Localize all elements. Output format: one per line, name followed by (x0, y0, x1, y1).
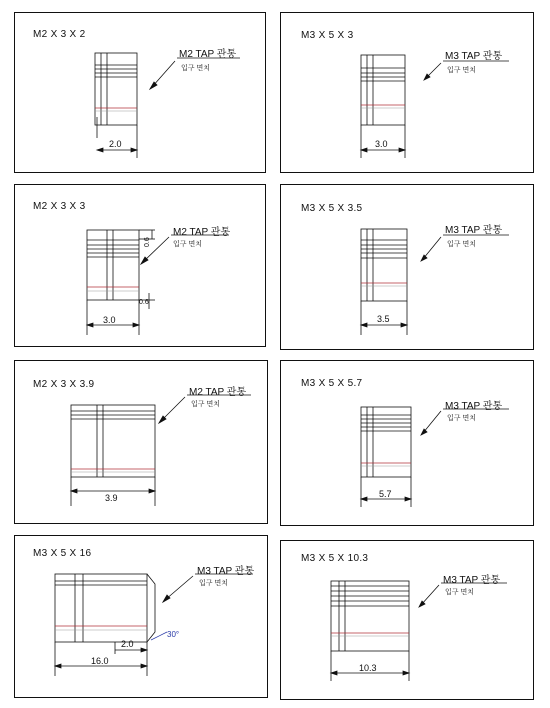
drawing-panel-m2x3x3 (14, 184, 266, 347)
tap-label: M3 TAP 관통 (443, 575, 501, 586)
chamfer-dimension-bottom: 0.6 (139, 299, 149, 306)
chamfer-note: 입구 면치 (199, 580, 228, 587)
drawing-panel-m2x3x2 (14, 12, 266, 173)
length-dimension: 3.9 (105, 493, 118, 503)
length-dimension: 10.3 (359, 663, 377, 673)
tap-label: M3 TAP 관통 (197, 566, 255, 577)
chamfer-note: 입구 면치 (447, 67, 476, 74)
drawing-panel-m3x5x10.3 (280, 540, 534, 700)
tap-label: M2 TAP 관통 (173, 227, 231, 238)
chamfer-dimension-top: 0.6 (144, 237, 151, 247)
drawing-panel-m2x3x3.9 (14, 360, 268, 524)
chamfer-note: 입구 면치 (447, 415, 476, 422)
chamfer-note: 입구 면치 (173, 241, 202, 248)
panel-title: M3 X 5 X 16 (33, 548, 92, 559)
drawing-panel-m3x5x3.5 (280, 184, 534, 350)
drawing-panel-m3x5x5.7 (280, 360, 534, 526)
length-dimension: 5.7 (379, 489, 392, 499)
chamfer-note: 입구 면치 (445, 589, 474, 596)
panel-title: M3 X 5 X 3.5 (301, 203, 363, 214)
chamfer-note: 입구 면치 (181, 65, 210, 72)
part-drawing (281, 541, 535, 701)
tap-label: M2 TAP 관통 (189, 387, 247, 398)
part-drawing (15, 536, 269, 699)
panel-title: M3 X 5 X 3 (301, 30, 354, 41)
panel-title: M2 X 3 X 3.9 (33, 379, 95, 390)
chamfer-angle-label: 30° (167, 630, 180, 639)
tap-label: M2 TAP 관통 (179, 49, 237, 60)
panel-title: M3 X 5 X 10.3 (301, 553, 369, 564)
tap-label: M3 TAP 관통 (445, 225, 503, 236)
drawing-panel-m3x5x3 (280, 12, 534, 173)
tap-label: M3 TAP 관통 (445, 51, 503, 62)
length-dimension: 3.5 (377, 314, 390, 324)
length-dimension: 3.0 (103, 315, 116, 325)
tap-label: M3 TAP 관통 (445, 401, 503, 412)
panel-title: M3 X 5 X 5.7 (301, 378, 363, 389)
length-dimension: 3.0 (375, 139, 388, 149)
chamfer-note: 입구 면치 (447, 241, 476, 248)
chamfer-note: 입구 면치 (191, 401, 220, 408)
panel-title: M2 X 3 X 3 (33, 201, 86, 212)
chamfer-length-dimension: 2.0 (121, 639, 134, 649)
panel-title: M2 X 3 X 2 (33, 29, 86, 40)
length-dimension: 16.0 (91, 656, 109, 666)
drawing-panel-m3x5x16 (14, 535, 268, 698)
length-dimension: 2.0 (109, 139, 122, 149)
